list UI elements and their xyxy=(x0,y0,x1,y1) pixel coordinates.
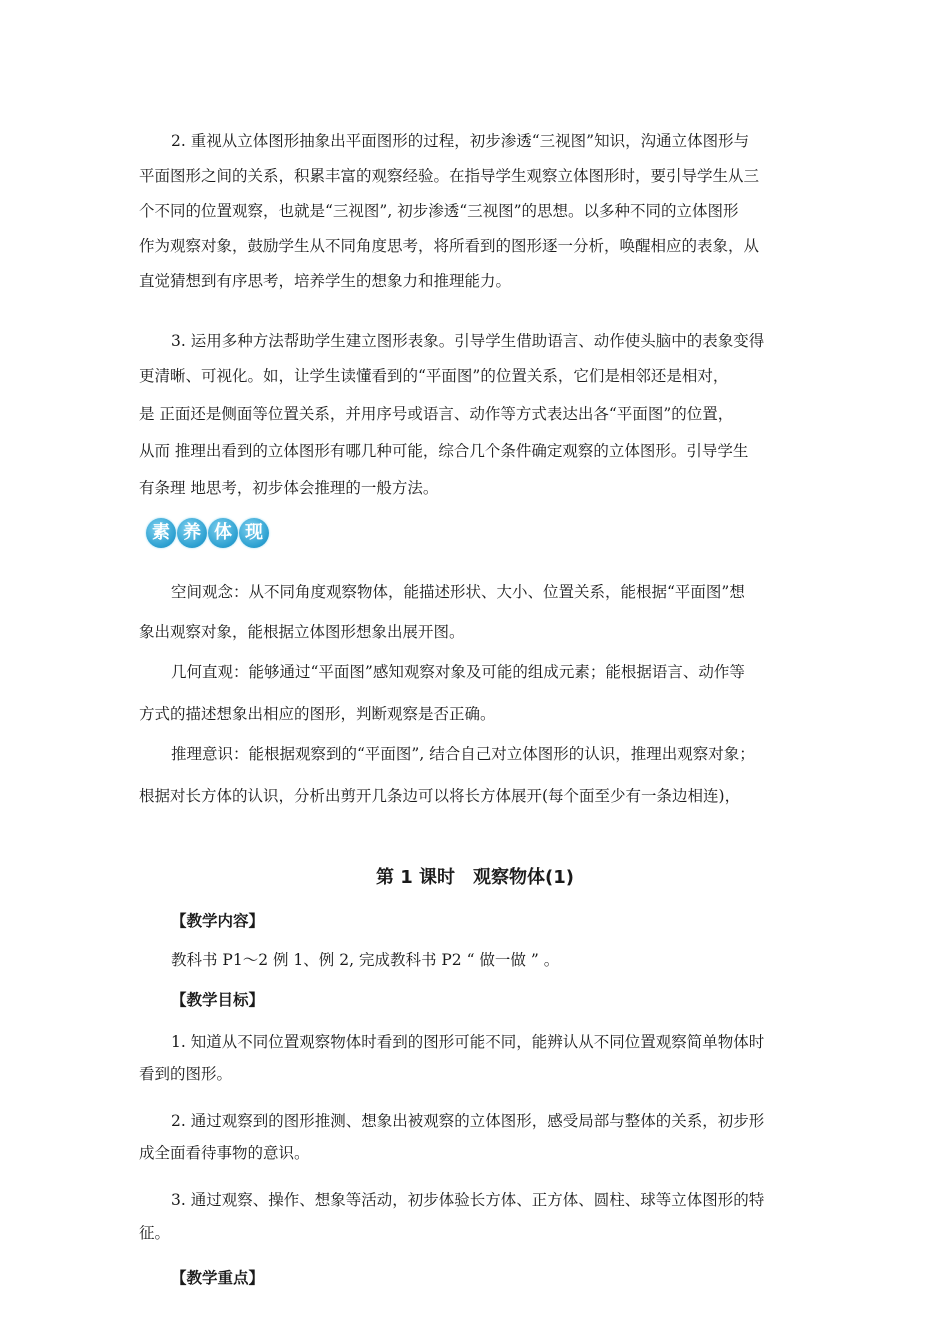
paragraph-2-line: 2. 重视从立体图形抽象出平面图形的过程，初步渗透“三视图”知识，沟通立体图形与 xyxy=(171,132,750,150)
paragraph-2-line: 平面图形之间的关系，积累丰富的观察经验。在指导学生观察立体图形时，要引导学生从三 xyxy=(139,167,760,185)
paragraph-3-line: 是 正面还是侧面等位置关系，并用序号或语言、动作等方式表达出各“平面图”的位置， xyxy=(139,405,734,423)
goal-2-line: 成全面看待事物的意识。 xyxy=(139,1144,310,1162)
lesson-title: 第 1 课时 观察物体(1) xyxy=(375,867,575,888)
reasoning-line: 根据对长方体的认识，分析出剪开几条边可以将长方体展开(每个面至少有一条边相连)， xyxy=(139,787,741,805)
content-label: 【教学内容】 xyxy=(171,911,265,930)
goal-1-line: 看到的图形。 xyxy=(139,1065,233,1083)
section-badge xyxy=(146,518,269,548)
badge-char: 素 xyxy=(146,518,176,548)
goal-3-line: 征。 xyxy=(139,1224,171,1242)
reasoning-line: 推理意识：能根据观察到的“平面图”, 结合自己对立体图形的认识，推理出观察对象； xyxy=(171,745,755,763)
geometric-intuition-line: 方式的描述想象出相应的图形，判断观察是否正确。 xyxy=(139,705,496,723)
content-text: 教科书 P1～2 例 1、例 2, 完成教科书 P2 “ 做一做 ” 。 xyxy=(171,951,560,969)
paragraph-3-line: 有条理 地思考，初步体会推理的一般方法。 xyxy=(139,479,439,497)
paragraph-2-line: 直觉猜想到有序思考，培养学生的想象力和推理能力。 xyxy=(139,272,512,290)
badge-char: 体 xyxy=(208,518,238,548)
goal-2-line: 2. 通过观察到的图形推测、想象出被观察的立体图形，感受局部与整体的关系，初步形 xyxy=(171,1112,765,1130)
spatial-concept-line: 象出观察对象，能根据立体图形想象出展开图。 xyxy=(139,623,465,641)
badge-char: 现 xyxy=(239,518,269,548)
paragraph-3-line: 3. 运用多种方法帮助学生建立图形表象。引导学生借助语言、动作使头脑中的表象变得 xyxy=(171,332,765,350)
paragraph-3-line: 更清晰、可视化。如，让学生读懂看到的“平面图”的位置关系，它们是相邻还是相对， xyxy=(139,367,729,385)
paragraph-3-line: 从而 推理出看到的立体图形有哪几种可能，综合几个条件确定观察的立体图形。引导学生 xyxy=(139,442,749,460)
paragraph-2-line: 个不同的位置观察，也就是“三视图”, 初步渗透“三视图”的思想。以多种不同的立体图形 xyxy=(139,202,739,220)
spatial-concept-line: 空间观念：从不同角度观察物体，能描述形状、大小、位置关系，能根据“平面图”想 xyxy=(171,583,745,601)
geometric-intuition-line: 几何直观：能够通过“平面图”感知观察对象及可能的组成元素；能根据语言、动作等 xyxy=(171,663,745,681)
key-points-label: 【教学重点】 xyxy=(171,1268,265,1287)
goals-label: 【教学目标】 xyxy=(171,990,265,1009)
badge-char: 养 xyxy=(177,518,207,548)
goal-1-line: 1. 知道从不同位置观察物体时看到的图形可能不同，能辨认从不同位置观察简单物体时 xyxy=(171,1033,765,1051)
goal-3-line: 3. 通过观察、操作、想象等活动，初步体验长方体、正方体、圆柱、球等立体图形的特 xyxy=(171,1191,765,1209)
paragraph-2-line: 作为观察对象，鼓励学生从不同角度思考，将所看到的图形逐一分析，唤醒相应的表象，从 xyxy=(139,237,760,255)
